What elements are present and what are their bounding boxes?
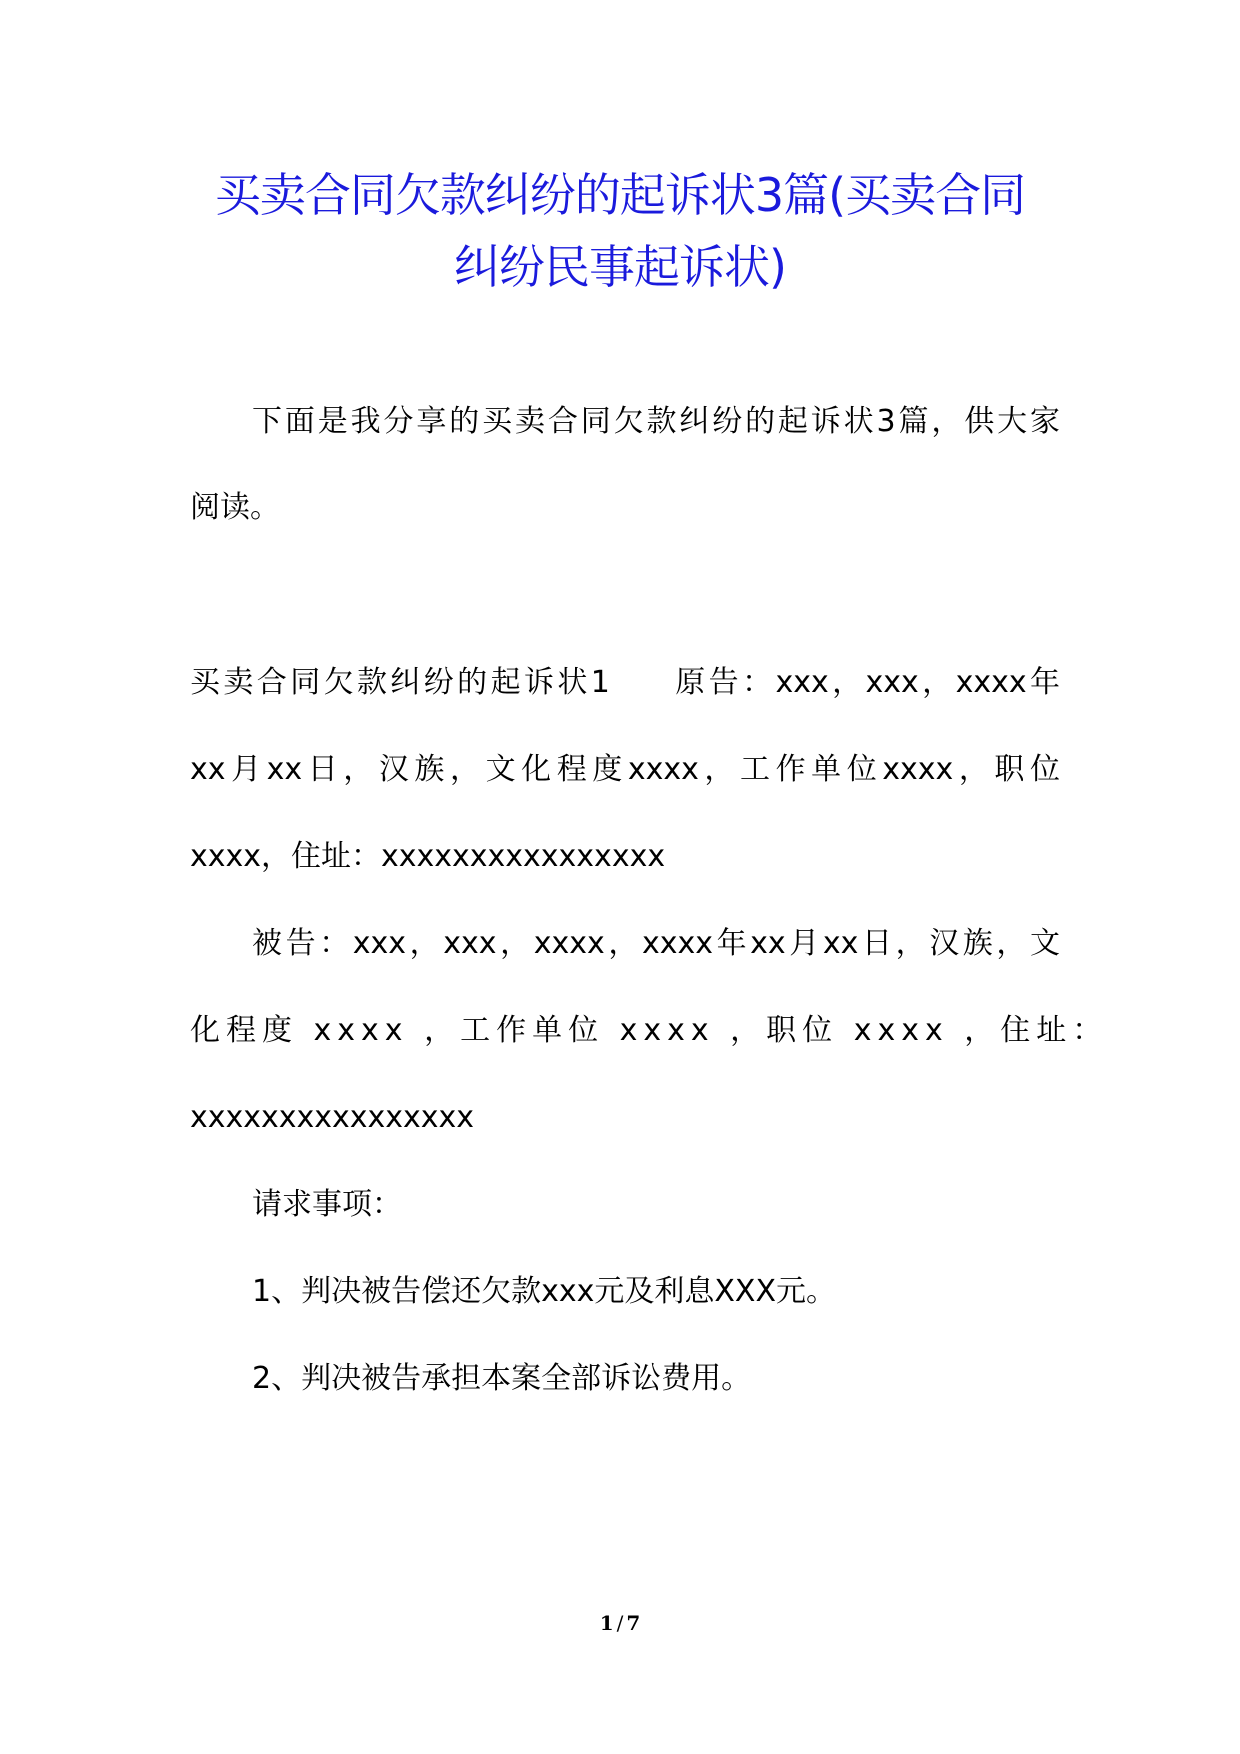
claim-item-1: 1、判决被告偿还欠款xxx元及利息XXX元。 xyxy=(252,1274,837,1309)
plaintiff-paragraph-line-3: xxxx，住址：xxxxxxxxxxxxxxxx xyxy=(190,839,666,874)
plaintiff-text: 原告：xxx，xxx，xxxx年 xyxy=(671,665,1060,700)
plaintiff-paragraph-line-1 xyxy=(190,663,1060,703)
claim-item-2: 2、判决被告承担本案全部诉讼费用。 xyxy=(252,1361,752,1396)
document-title-line-2: 纠纷民事起诉状) xyxy=(454,240,786,294)
defendant-paragraph-line-3: xxxxxxxxxxxxxxxx xyxy=(190,1100,475,1135)
defendant-paragraph-line-2: 化程度 xxxx ，工作单位 xxxx ，职位 xxxx ，住址： xyxy=(190,1013,1109,1048)
document-title-line-1: 买卖合同欠款纠纷的起诉状3篇(买卖合同 xyxy=(214,168,1026,222)
intro-paragraph-line-2: 阅读。 xyxy=(190,490,280,525)
total-pages: 7 xyxy=(626,1611,641,1635)
plaintiff-paragraph-line-2: xx月xx日，汉族，文化程度xxxx，工作单位xxxx，职位 xyxy=(190,752,1060,787)
defendant-paragraph-line-1: 被告：xxx，xxx，xxxx，xxxx年xx月xx日，汉族，文 xyxy=(252,926,1060,961)
section-heading: 买卖合同欠款纠纷的起诉状1 xyxy=(190,665,610,700)
page-number xyxy=(0,1610,1240,1636)
claims-heading: 请求事项： xyxy=(252,1187,402,1222)
page-separator: / xyxy=(616,1611,624,1635)
intro-paragraph-line-1: 下面是我分享的买卖合同欠款纠纷的起诉状3篇，供大家 xyxy=(252,404,1060,439)
current-page: 1 xyxy=(599,1611,614,1635)
